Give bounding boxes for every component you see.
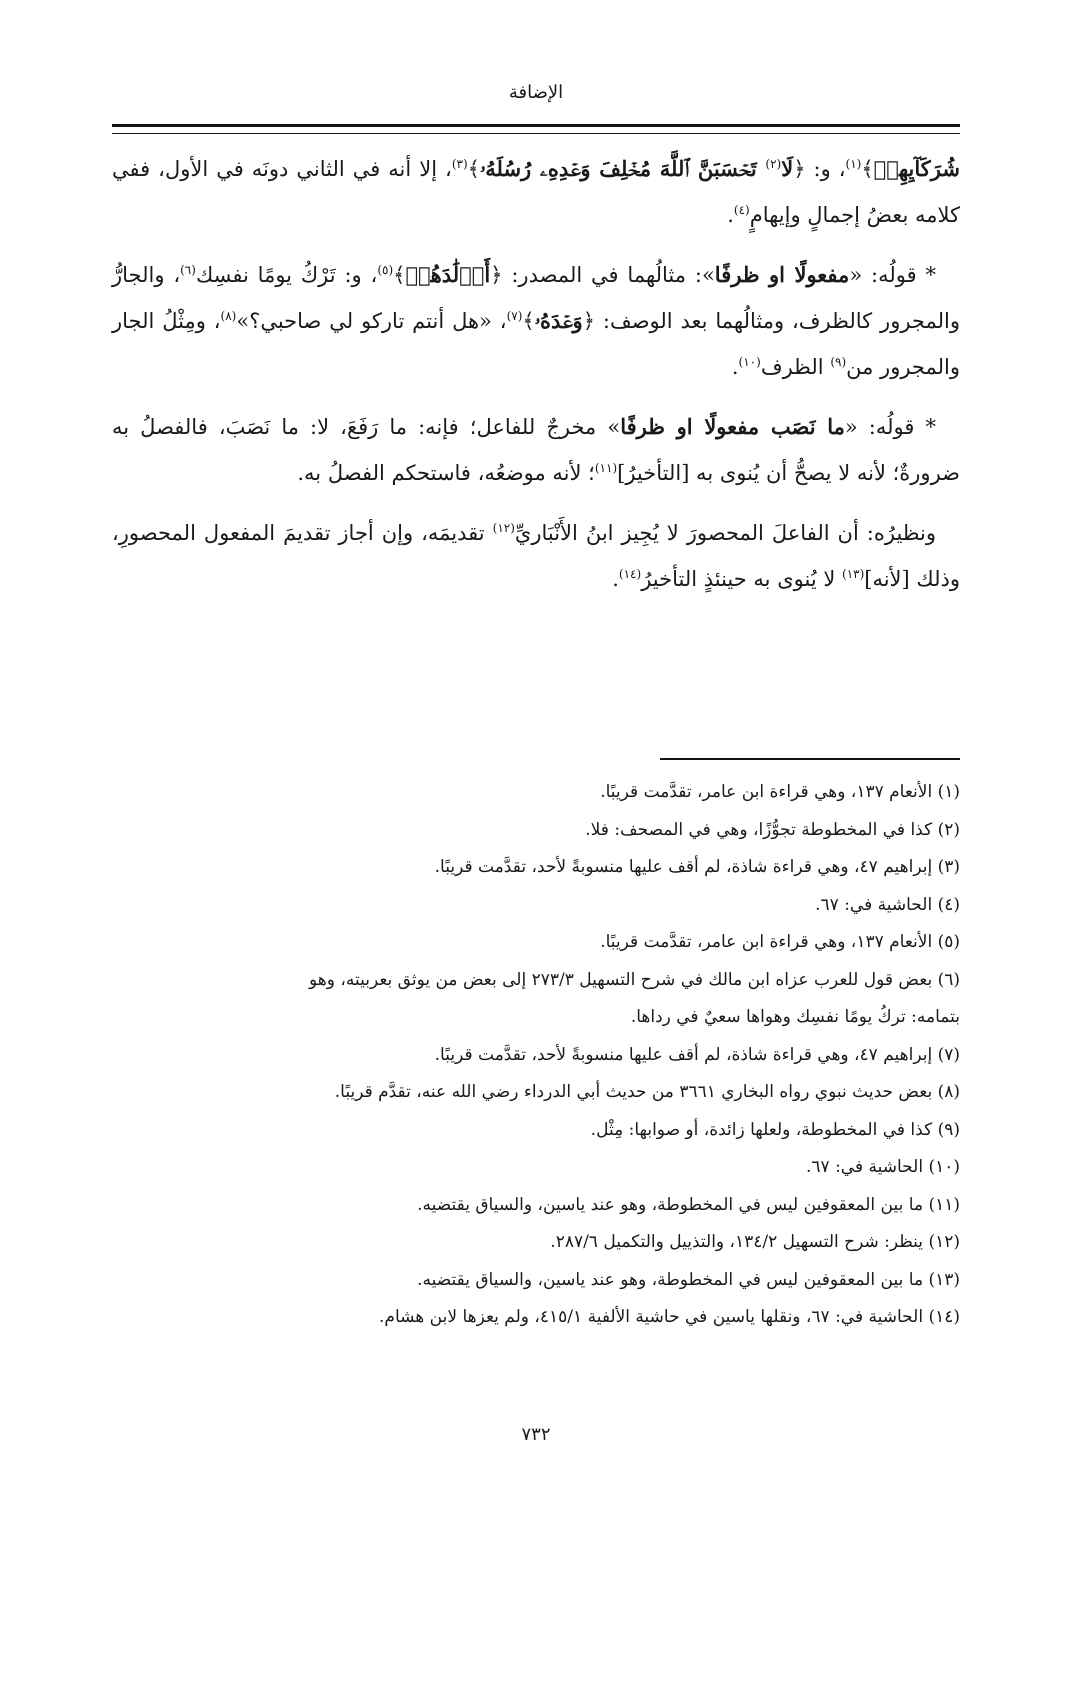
text-run: ، و: ﴿ <box>793 157 846 181</box>
text-run: ، «هل أنتم تاركو لي صاحبي؟» <box>236 309 507 333</box>
paragraph-4 <box>112 510 960 602</box>
header-rule-thick <box>112 124 960 127</box>
text-run: . <box>612 567 619 591</box>
footnote-12: (١٢) ينظر: شرح التسهيل ١٣٤/٢، والتذييل والتكميل ٢٨٧/٦. <box>550 1232 960 1252</box>
quran-bracket: ﴾ <box>522 309 535 333</box>
footnote-2: (٢) كذا في المخطوطة تجوُّزًا، وهي في المصحف: فلا. <box>585 819 960 840</box>
quran-text: تَحۡسَبَنَّ ٱللَّهَ مُخۡلِفَ وَعۡدِهِۦ رُسُلَهُۥ <box>479 156 766 181</box>
quran-bracket: ﴾ <box>393 263 406 287</box>
footnote-ref: (١٤) <box>618 567 642 581</box>
quran-text: لَا <box>781 156 794 181</box>
text-run: ؛ لأنه موضعُه، فاستحكم الفصلُ به. <box>297 461 595 485</box>
text-run: لا يُنوى به حينئذٍ التأخيرُ <box>641 567 842 591</box>
footnotes <box>112 774 960 1337</box>
running-head: الإضافة <box>508 82 564 103</box>
footnote-13: (١٣) ما بين المعقوفين ليس في المخطوطة، وهو عند ياسين، والسياق يقتضيه. <box>417 1269 960 1290</box>
footnote-4: (٤) الحاشية في: ٦٧. <box>815 894 960 915</box>
text-run: * قولُه: « <box>849 263 936 287</box>
paragraph-2 <box>112 252 960 390</box>
header-rule-thin <box>112 133 960 134</box>
quran-bracket: ﴾ <box>861 157 874 181</box>
footnote-9: (٩) كذا في المخطوطة، ولعلها زائدة، أو صوابها: مِثْل. <box>590 1119 960 1140</box>
page-number: ٧٣٢ <box>521 1424 551 1445</box>
footnote-ref: (١٠) <box>738 355 761 369</box>
paragraph-3 <box>112 404 960 496</box>
bold-term: مفعولًا او ظرفًا <box>714 262 850 287</box>
text-run: ، والجارُّ والمجرور كالظرف، ومثالُهما بعد الوصف: ﴿ <box>112 263 960 333</box>
footnote-ref: (١٢) <box>492 521 515 535</box>
text-run: تقديمَه، وإن أجاز تقديمَ المفعول المحصورِ، وذلك [لأنه] <box>112 521 960 591</box>
footnote-ref: (٨) <box>220 309 237 323</box>
text-run: . <box>731 355 739 379</box>
footnote-ref: (٧) <box>506 309 523 323</box>
footnote-3: (٣) إبراهيم ٤٧، وهي قراءة شاذة، لم أقف عليها منسوبةً لأحد، تقدَّمت قريبًا. <box>434 857 960 877</box>
footnote-ref: (٣) <box>451 157 468 171</box>
footnote-14: (١٤) الحاشية في: ٦٧، ونقلها ياسين في حاشية الألفية ٤١٥/١، ولم يعزها لابن هشام. <box>379 1307 960 1327</box>
text-run: ، ومِثْلُ الجار والمجرور من <box>112 309 960 379</box>
text-run: الظرف <box>760 355 831 379</box>
footnote-ref: (٤) <box>733 203 750 217</box>
footnote-ref: (٢) <box>765 157 782 171</box>
quran-text: وَعۡدَهُۥ <box>534 308 583 333</box>
text-run: ، و: تَرْكُ يومًا نفسِك <box>195 263 378 287</box>
bold-term: ما نَصَب مفعولًا او ظرفًا <box>620 414 845 439</box>
footnote-5: (٥) الأنعام ١٣٧، وهي قراءة ابن عامر، تقدَّمت قريبًا. <box>600 932 960 952</box>
text-run: * قولُه: « <box>844 415 936 439</box>
text-run: ونظيرُه: أن الفاعلَ المحصورَ لا يُجِيز ابنُ الأَنْبَاريِّ <box>514 521 936 545</box>
paragraph-1 <box>112 146 960 238</box>
text-run: » مخرجٌ للفاعل؛ فإنه: ما رَفَعَ، لا: ما نَصَبَ، فالفصلُ به ضرورةٌ؛ لأنه لا يصحُّ أن يُنوى به [التأخيرُ] <box>112 415 960 485</box>
text-run: . <box>727 203 734 227</box>
footnote-ref: (١٣) <box>842 567 865 581</box>
footnote-8: (٨) بعض حديث نبوي رواه البخاري ٣٦٦١ من حديث أبي الدرداء رضي الله عنه، تقدَّم قريبًا. <box>334 1082 960 1102</box>
main-text <box>112 146 960 616</box>
footnote-ref: (٦) <box>180 263 196 277</box>
footnote-6: (٦) بعض قول للعرب عزاه ابن مالك في شرح التسهيل ٢٧٣/٣ إلى بعض من يوثق بعربيته، وهو <box>309 969 960 990</box>
footnote-7: (٧) إبراهيم ٤٧، وهي قراءة شاذة، لم أقف عليها منسوبةً لأحد، تقدَّمت قريبًا. <box>434 1044 960 1065</box>
footnote-ref: (٩) <box>830 355 847 369</box>
footnote-10: (١٠) الحاشية في: ٦٧. <box>806 1157 960 1177</box>
text-run: ، إلا أنه في الثاني دونَه في الأول، ففي كلامه بعضُ إجمالٍ وإيهامٍ <box>112 157 960 227</box>
quran-text: أَوۡلَٰدَهُمۡ <box>405 262 491 287</box>
text-run: »: مثالُهما في المصدر: ﴿ <box>490 263 715 287</box>
footnote-ref: (٥) <box>377 263 394 277</box>
footnote-separator <box>660 758 960 760</box>
footnote-6-continued: بتمامه: تركُ يومًا نفسِك وهواها سعيٌ في رداها. <box>630 1007 960 1027</box>
quran-bracket: ﴾ <box>467 157 480 181</box>
footnote-ref: (١١) <box>594 461 618 475</box>
footnote-ref: (١) <box>845 157 862 171</box>
quran-text: شُرَكَآيِهِمۡ <box>873 156 960 181</box>
footnote-11: (١١) ما بين المعقوفين ليس في المخطوطة، وهو عند ياسين، والسياق يقتضيه. <box>417 1194 960 1215</box>
book-page <box>112 0 960 1698</box>
footnote-1: (١) الأنعام ١٣٧، وهي قراءة ابن عامر، تقدَّمت قريبًا. <box>600 782 960 802</box>
